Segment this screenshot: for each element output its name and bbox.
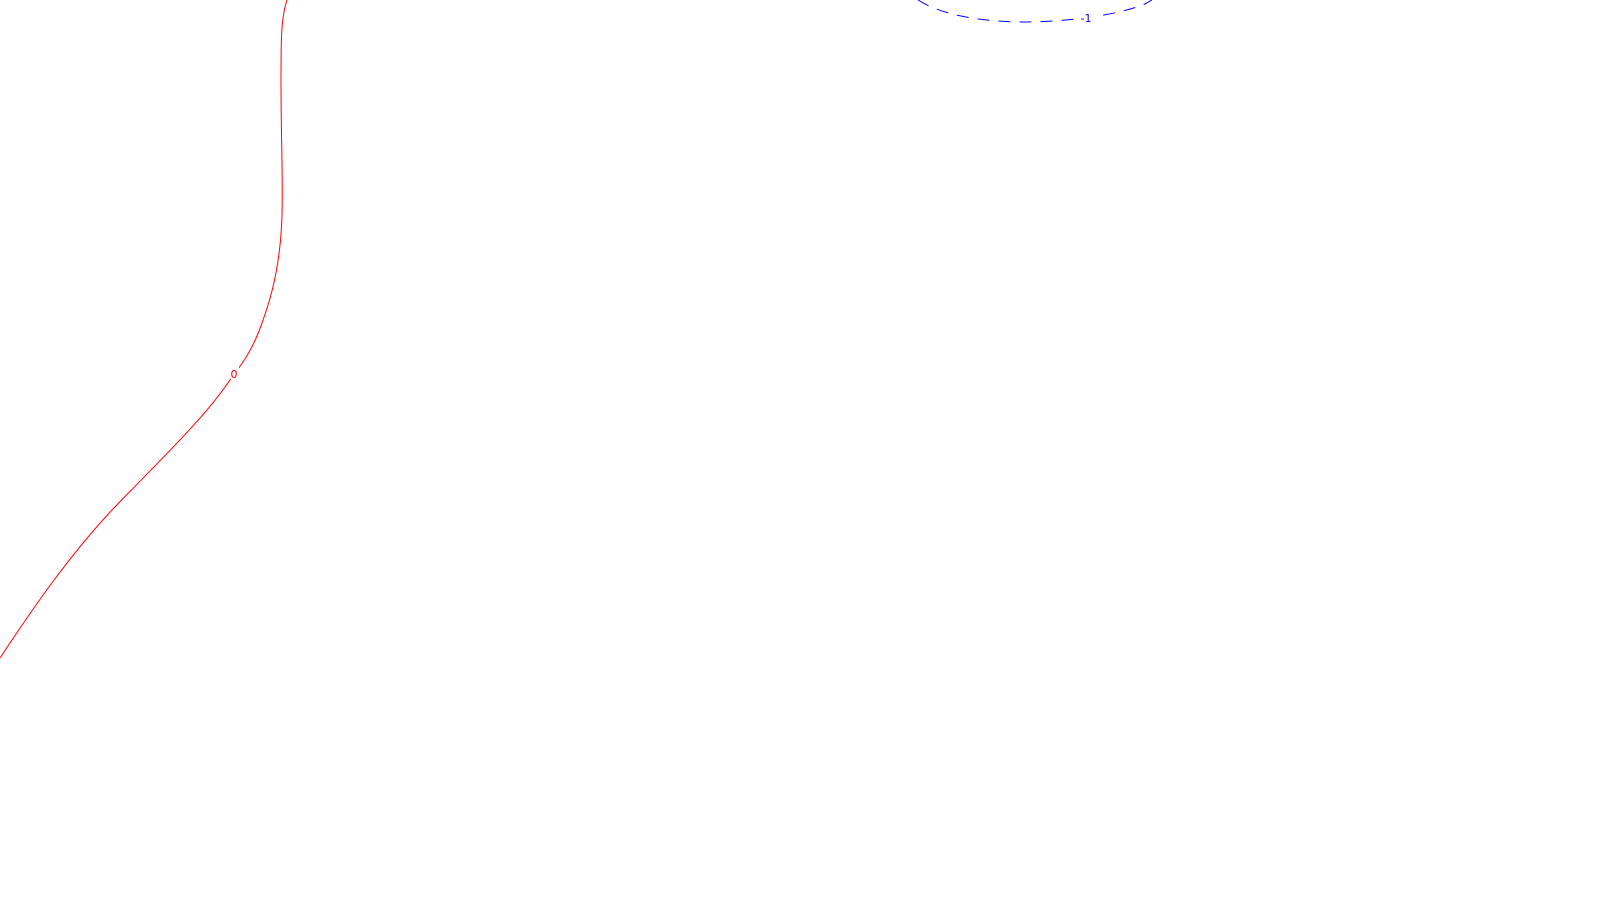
contour-label-0: 0 [230,368,238,381]
contour-label-minus-1: -1 [1080,12,1092,25]
